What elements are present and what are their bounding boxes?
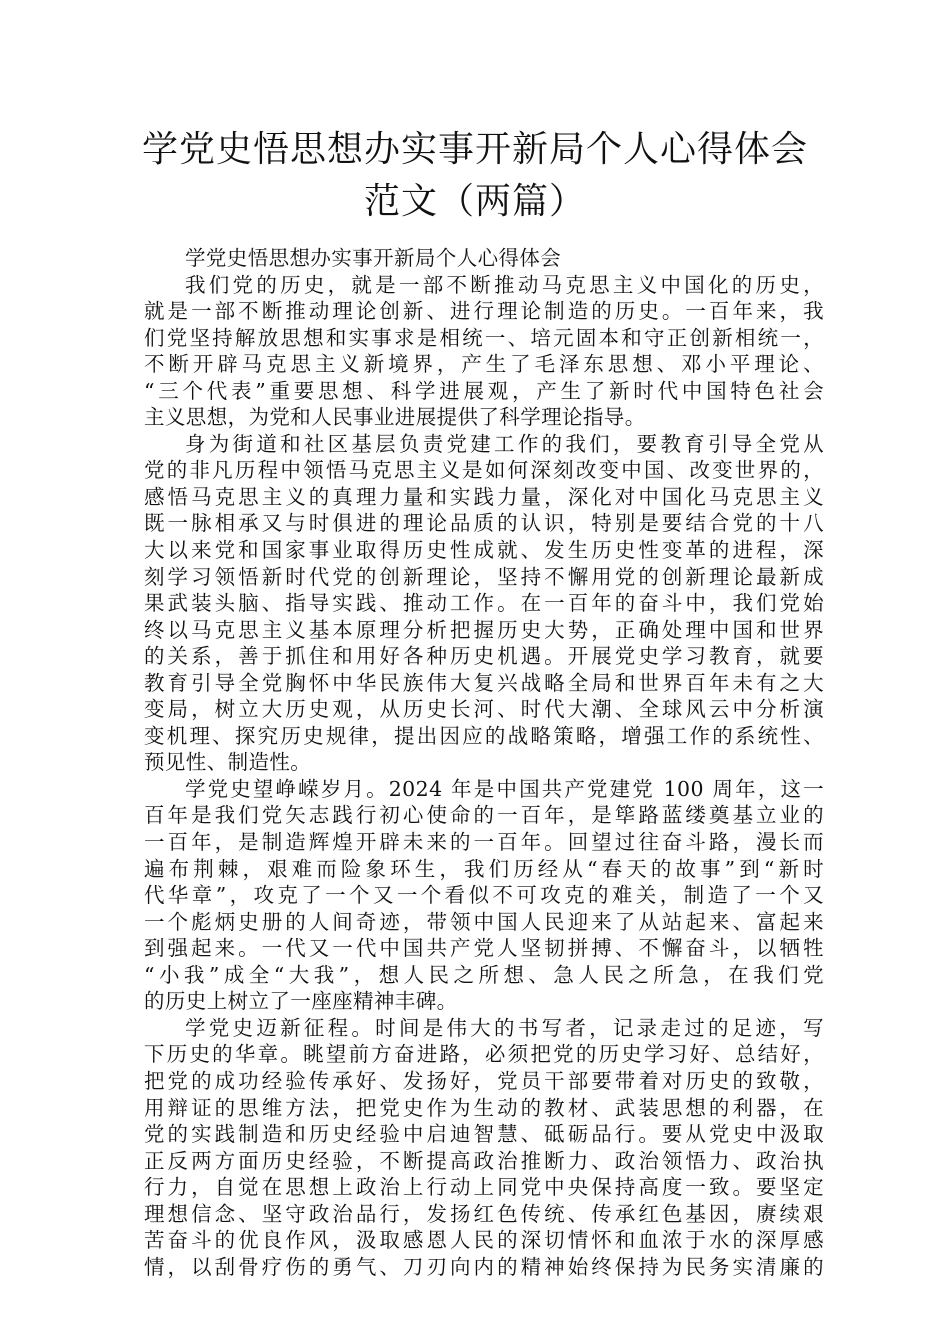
document-title <box>0 124 950 228</box>
title-line-2: 范文（两篇） <box>363 181 586 222</box>
paragraph <box>144 272 824 431</box>
paragraph-line: 代华章”，攻克了一个又一个看似不可攻克的难关，制造了一个又 <box>144 883 824 908</box>
paragraph-line: 把党的成功经验传承好、发扬好，党员干部要带着对历史的致敬， <box>144 1068 824 1093</box>
paragraph-line: 苦奋斗的优良作风，汲取感恩人民的深切情怀和血浓于水的深厚感 <box>144 1228 824 1253</box>
paragraph-line: 党的非凡历程中领悟马克思主义是如何深刻改变中国、改变世界的， <box>144 458 824 483</box>
paragraph-line: 遍布荆棘，艰难而险象环生，我们历经从“春天的故事”到“新时 <box>144 856 824 881</box>
paragraph-line: 到强起来。一代又一代中国共产党人坚韧拼搏、不懈奋斗，以牺牲 <box>144 936 824 961</box>
paragraph-line: “三个代表”重要思想、科学进展观，产生了新时代中国特色社会 <box>144 378 824 403</box>
paragraph-line: 情，以刮骨疗伤的勇气、刀刃向内的精神始终保持为民务实清廉的 <box>144 1254 824 1279</box>
document-subtitle: 学党史悟思想办实事开新局个人心得体会 <box>185 246 562 270</box>
paragraph-line: 一个彪炳史册的人间奇迹，带领中国人民迎来了从站起来、富起来 <box>144 909 824 934</box>
paragraph-line: 一百年，是制造辉煌开辟未来的一百年。回望过往奋斗路，漫长而 <box>144 830 824 855</box>
paragraph-line: 大以来党和国家事业取得历史性成就、发生历史性变革的进程，深 <box>144 538 824 563</box>
paragraph-line: 刻学习领悟新时代党的创新理论，坚持不懈用党的创新理论最新成 <box>144 564 824 589</box>
paragraph-list <box>144 272 824 1281</box>
paragraph-line: 学党史望峥嵘岁月。2024 年是中国共产党建党 100 周年，这一 <box>185 776 824 801</box>
paragraph-line: 主义思想，为党和人民事业进展提供了科学理论指导。 <box>144 405 646 430</box>
paragraph-line: 预见性、制造性。 <box>144 750 312 775</box>
paragraph-line: 党的实践制造和历史经验中启迪智慧、砥砺品行。要从党史中汲取 <box>144 1122 824 1147</box>
paragraph-line: 感悟马克思主义的真理力量和实践力量，深化对中国化马克思主义 <box>144 484 824 509</box>
paragraph-line: 百年是我们党矢志践行初心使命的一百年，是筚路蓝缕奠基立业的 <box>144 803 824 828</box>
paragraph-line: 正反两方面历史经验，不断提高政治推断力、政治领悟力、政治执 <box>144 1148 824 1173</box>
paragraph-line: 果武装头脑、指导实践、推动工作。在一百年的奋斗中，我们党始 <box>144 591 824 616</box>
paragraph-line: 我们党的历史，就是一部不断推动马克思主义中国化的历史， <box>185 272 824 297</box>
paragraph-line: 变机理、探究历史规律，提出因应的战略策略，增强工作的系统性、 <box>144 723 824 748</box>
title-line-1: 学党史悟思想办实事开新局个人心得体会 <box>141 129 808 170</box>
paragraph-line: 教育引导全党胸怀中华民族伟大复兴战略全局和世界百年未有之大 <box>144 670 824 695</box>
paragraph-line: 们党坚持解放思想和实事求是相统一、培元固本和守正创新相统一， <box>144 325 824 350</box>
document-body <box>144 245 824 1280</box>
paragraph-line: 终以马克思主义基本原理分析把握历史大势，正确处理中国和世界 <box>144 617 824 642</box>
paragraph-line: 理想信念、坚守政治品行，发扬红色传统、传承红色基因，赓续艰 <box>144 1201 824 1226</box>
paragraph-line: 的历史上树立了一座座精神丰碑。 <box>144 989 458 1014</box>
paragraph-line: “小我”成全“大我”，想人民之所想、急人民之所急，在我们党 <box>144 962 824 987</box>
paragraph-line: 的关系，善于抓住和用好各种历史机遇。开展党史学习教育，就要 <box>144 644 824 669</box>
paragraph-line: 既一脉相承又与时俱进的理论品质的认识，特别是要结合党的十八 <box>144 511 824 536</box>
paragraph-line: 下历史的华章。眺望前方奋进路，必须把党的历史学习好、总结好， <box>144 1042 824 1067</box>
paragraph-line: 变局，树立大历史观，从历史长河、时代大潮、全球风云中分析演 <box>144 697 824 722</box>
paragraph-line: 行力，自觉在思想上政治上行动上同党中央保持高度一致。要坚定 <box>144 1175 824 1200</box>
paragraph-line: 用辩证的思维方法，把党史作为生动的教材、武装思想的利器，在 <box>144 1095 824 1120</box>
paragraph <box>144 431 824 776</box>
paragraph-line: 不断开辟马克思主义新境界，产生了毛泽东思想、邓小平理论、 <box>144 352 824 377</box>
paragraph <box>144 776 824 1015</box>
paragraph-line: 身为街道和社区基层负责党建工作的我们，要教育引导全党从 <box>185 431 824 456</box>
paragraph <box>144 1015 824 1280</box>
paragraph-line: 学党史迈新征程。时间是伟大的书写者，记录走过的足迹，写 <box>185 1015 824 1040</box>
paragraph-line: 就是一部不断推动理论创新、进行理论制造的历史。一百年来，我 <box>144 299 824 324</box>
